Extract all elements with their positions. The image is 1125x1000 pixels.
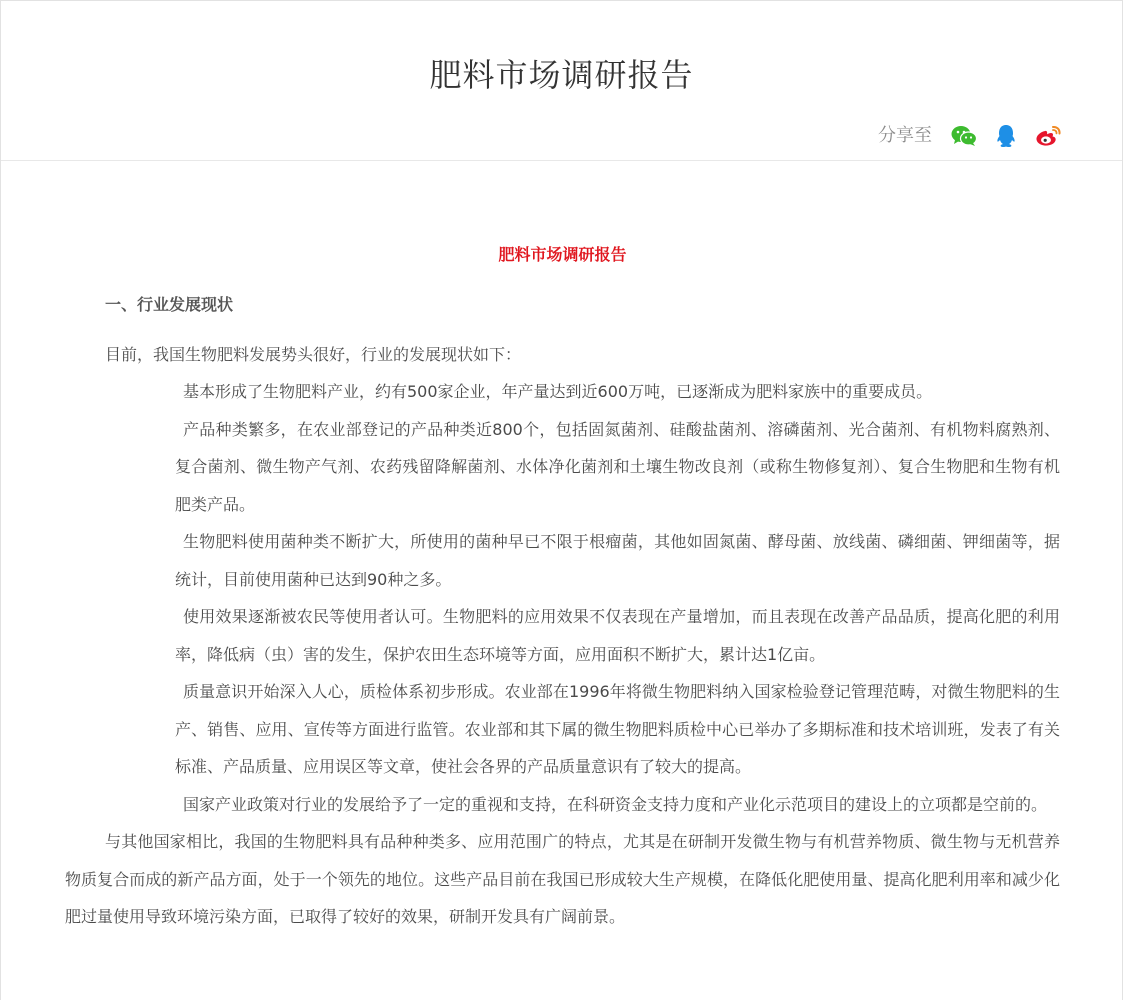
list-item-text: 生物肥料使用菌种类不断扩大，所使用的菌种早已不限于根瘤菌，其他如固氮菌、酵母菌、放线菌、磷细菌、钾细菌等，据统计，目前使用菌种已达到90种之多。: [175, 532, 1060, 589]
list-item: [65, 411, 1060, 524]
list-item: [65, 786, 1060, 824]
list-item-text: 使用效果逐渐被农民等使用者认可。生物肥料的应用效果不仅表现在产量增加，而且表现在改善产品品质，提高化肥的利用率，降低病（虫）害的发生，保护农田生态环境等方面，应用面积不断扩大，累计达1亿亩。: [175, 607, 1060, 664]
closing-paragraph: 与其他国家相比，我国的生物肥料具有品种种类多、应用范围广的特点，尤其是在研制开发微生物与有机营养物质、微生物与无机营养物质复合而成的新产品方面，处于一个领先的地位。这些产品目前在我国已形成较大生产规模，在降低化肥使用量、提高化肥利用率和减少化肥过量使用导致环境污染方面，已取得了较好的效果，研制开发具有广阔前景。: [65, 832, 1060, 926]
bullet-list: [65, 373, 1060, 823]
list-item-text: 国家产业政策对行业的发展给予了一定的重视和支持，在科研资金支持力度和产业化示范项目的建设上的立项都是空前的。: [183, 794, 1048, 814]
qq-icon[interactable]: [992, 122, 1020, 150]
list-item-text: 产品种类繁多，在农业部登记的产品种类近800个，包括固氮菌剂、硅酸盐菌剂、溶磷菌剂、光合菌剂、有机物料腐熟剂、复合菌剂、微生物产气剂、农药残留降解菌剂、水体净化菌剂和土壤生物改良剂（或称生物修复剂）、复合生物肥和生物有机肥类产品。: [175, 419, 1060, 514]
list-item: [65, 373, 1060, 411]
list-item: [65, 523, 1060, 598]
weibo-icon[interactable]: [1034, 122, 1062, 150]
page-title: 肥料市场调研报告: [429, 56, 694, 94]
list-item: [65, 673, 1060, 786]
share-label: 分享至: [878, 125, 932, 146]
share-bar: [878, 121, 1062, 151]
intro-paragraph: 目前，我国生物肥料发展势头很好，行业的发展现状如下：: [105, 345, 522, 364]
list-item: [65, 598, 1060, 673]
list-item-text: 质量意识开始深入人心，质检体系初步形成。农业部在1996年将微生物肥料纳入国家检验登记管理范畴，对微生物肥料的生产、销售、应用、宣传等方面进行监管。农业部和其下属的微生物肥料质检中心已举办了多期标准和技术培训班，发表了有关标准、产品质量、应用误区等文章，使社会各界的产品质量意识有了较大的提高。: [175, 682, 1060, 776]
section-heading: 一、行业发展现状: [105, 295, 234, 314]
list-item-text: 基本形成了生物肥料产业，约有500家企业，年产量达到近600万吨，已逐渐成为肥料家族中的重要成员。: [183, 382, 933, 401]
wechat-icon[interactable]: [950, 122, 978, 150]
document-title: 肥料市场调研报告: [498, 245, 627, 264]
article-header: [1, 1, 1122, 161]
article-body: [1, 161, 1122, 936]
